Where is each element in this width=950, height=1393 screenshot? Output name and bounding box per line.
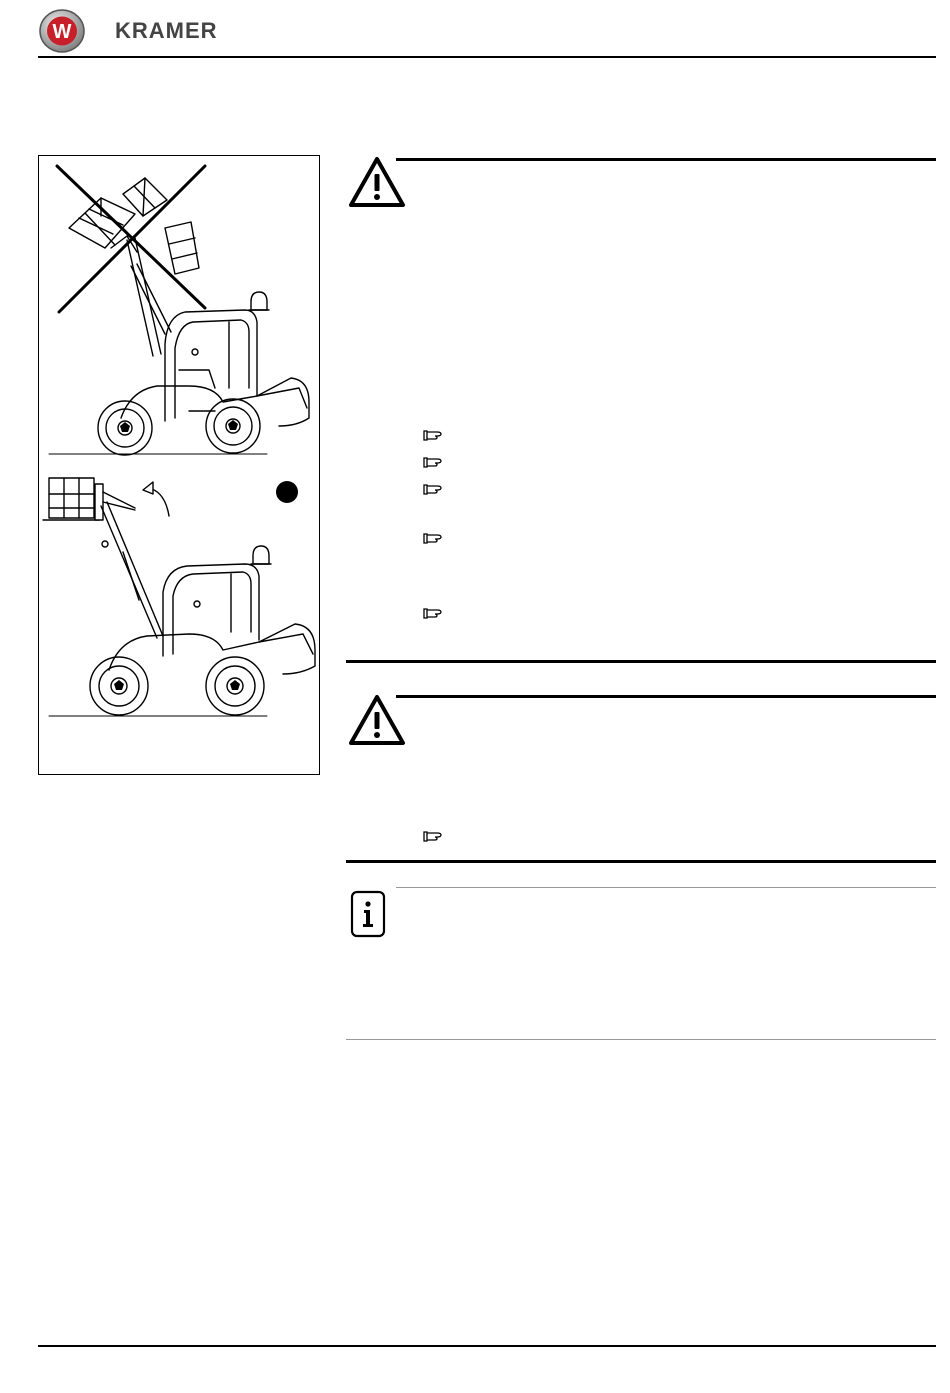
incorrect-loading-drawing (49, 166, 309, 455)
pointing-hand-icon (423, 455, 443, 469)
tilt-back-arrow (143, 482, 169, 516)
pointing-hand-icon (423, 428, 443, 442)
info-icon (350, 890, 386, 938)
pointing-hand-icon (423, 606, 443, 620)
rear-wheel-top (206, 399, 260, 453)
warning-1-top-rule (396, 158, 936, 161)
warning-2-top-rule (396, 695, 936, 698)
loader-illustration (38, 155, 320, 775)
falling-pallet-left (69, 198, 135, 248)
warning-triangle-icon (348, 694, 406, 746)
header-rule (38, 56, 936, 58)
info-top-rule (396, 887, 936, 888)
rear-wheel-bottom (206, 657, 264, 715)
warning-1-bottom-rule (346, 660, 936, 663)
front-wheel-top (98, 401, 152, 455)
warning-2-bottom-rule (346, 860, 936, 863)
wacker-logo-icon (38, 8, 86, 54)
footer-rule (38, 1345, 936, 1347)
pallet-level (43, 478, 99, 520)
logo-letter: W (52, 21, 72, 43)
correct-loading-drawing (43, 478, 315, 716)
front-wheel-bottom (90, 657, 148, 715)
callout-marker (276, 481, 298, 503)
info-bottom-rule (346, 1039, 936, 1040)
pointing-hand-icon (423, 482, 443, 496)
pointing-hand-icon (423, 531, 443, 545)
warning-triangle-icon (348, 156, 406, 208)
pointing-hand-icon (423, 829, 443, 843)
brand-name: KRAMER (115, 18, 218, 43)
falling-pallet-right (165, 222, 199, 274)
